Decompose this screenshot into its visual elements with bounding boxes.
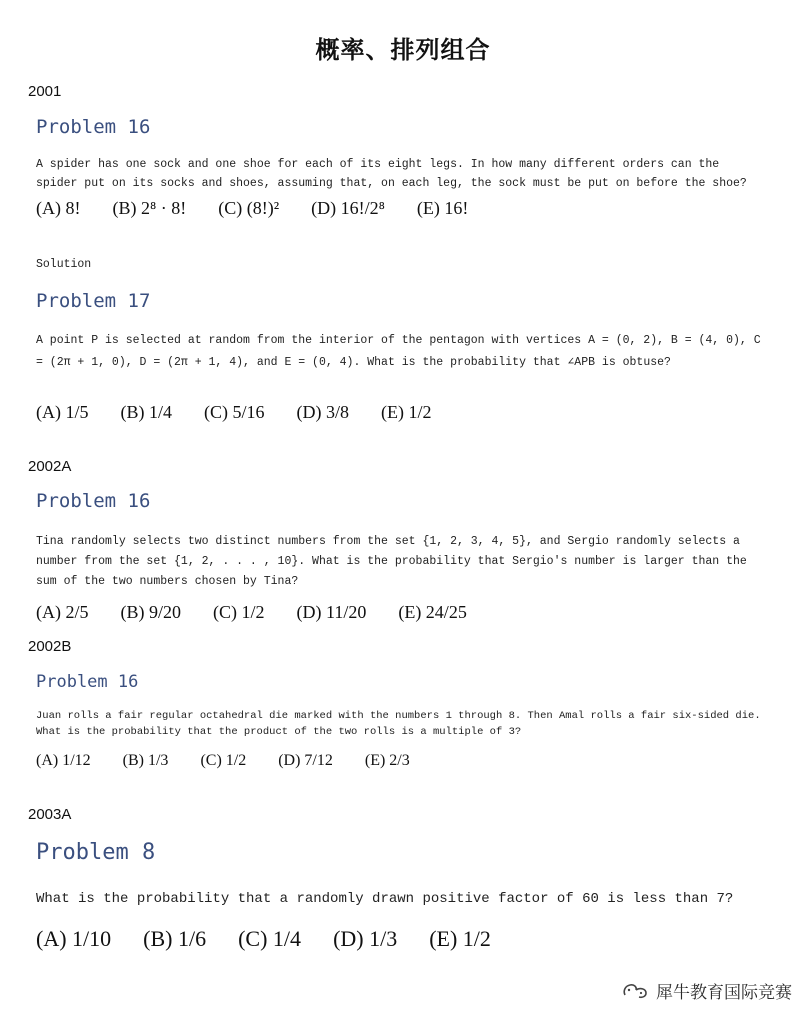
choice-d: (D) 7/12 — [278, 752, 333, 769]
problem-statement: A spider has one sock and one shoe for each of its eight legs. In how many different orders can the spider put on its socks and shoes, assuming that, on each leg, the sock must be put on before the shoe? — [36, 158, 747, 190]
choice-b: (B) 2⁸ · 8! — [112, 198, 187, 218]
year-2002a: 2002A — [28, 458, 72, 475]
problem-title: Problem 8 — [36, 840, 156, 865]
choice-c: (C) 1/2 — [200, 752, 247, 769]
choice-e: (E) 16! — [416, 198, 469, 218]
problem-title: Problem 16 — [36, 116, 151, 138]
choice-e: (E) 1/2 — [381, 402, 432, 422]
year-2002b: 2002B — [28, 638, 72, 655]
answer-choices — [36, 926, 523, 952]
choice-c: (C) 5/16 — [204, 402, 265, 422]
answer-choices — [36, 198, 500, 219]
problem-statement: Juan rolls a fair regular octahedral die marked with the numbers 1 through 8. Then Amal rolls a fair six-sided die. What is the probability that the product of the two rolls is a multiple of 3? — [36, 710, 761, 738]
problem-statement: What is the probability that a randomly drawn positive factor of 60 is less than 7? — [36, 891, 734, 907]
choice-a: (A) 1/12 — [36, 752, 91, 769]
choice-c: (C) 1/4 — [238, 926, 302, 951]
choice-a: (A) 2/5 — [36, 602, 89, 622]
problem-title: Problem 16 — [36, 672, 139, 692]
choice-a: (A) 1/10 — [36, 926, 112, 951]
wechat-logo-icon — [622, 981, 650, 1001]
choice-b: (B) 9/20 — [120, 602, 181, 622]
answer-choices — [36, 602, 499, 623]
choice-d: (D) 11/20 — [296, 602, 367, 622]
answer-choices — [36, 752, 442, 770]
choice-e: (E) 1/2 — [429, 926, 491, 951]
choice-d: (D) 16!/2⁸ — [311, 198, 385, 218]
choice-a: (A) 1/5 — [36, 402, 89, 422]
year-2003a: 2003A — [28, 806, 72, 823]
choice-b: (B) 1/6 — [143, 926, 207, 951]
choice-d: (D) 3/8 — [296, 402, 349, 422]
problem-statement: Tina randomly selects two distinct numbers from the set {1, 2, 3, 4, 5}, and Sergio randomly selects a number from the set {1, 2, . . . , 10}. What is the probability that Sergio's number is larger than the sum of the two numbers chosen by Tina? — [36, 535, 747, 588]
choice-a: (A) 8! — [36, 198, 81, 218]
choice-c: (C) 1/2 — [213, 602, 265, 622]
choice-c: (C) (8!)² — [218, 198, 280, 218]
choice-d: (D) 1/3 — [333, 926, 398, 951]
problem-statement: A point P is selected at random from the interior of the pentagon with vertices A = (0, 2), B = (4, 0), C = (2π + 1, 0), D = (2π + 1, 4), and E = (0, 4). What is the probability that ∠APB is obtuse? — [36, 334, 761, 369]
choice-e: (E) 2/3 — [364, 752, 410, 769]
problem-title: Problem 17 — [36, 290, 151, 312]
year-2001: 2001 — [28, 83, 62, 100]
answer-choices — [36, 402, 463, 423]
choice-b: (B) 1/3 — [122, 752, 169, 769]
choice-e: (E) 24/25 — [398, 602, 467, 622]
watermark — [622, 978, 792, 1003]
watermark-text: 犀牛教育国际竞赛 — [656, 983, 792, 1003]
problem-title: Problem 16 — [36, 490, 151, 512]
solution-link[interactable]: Solution — [36, 258, 92, 271]
page-title: 概率、排列组合 — [315, 36, 491, 64]
choice-b: (B) 1/4 — [120, 402, 172, 422]
